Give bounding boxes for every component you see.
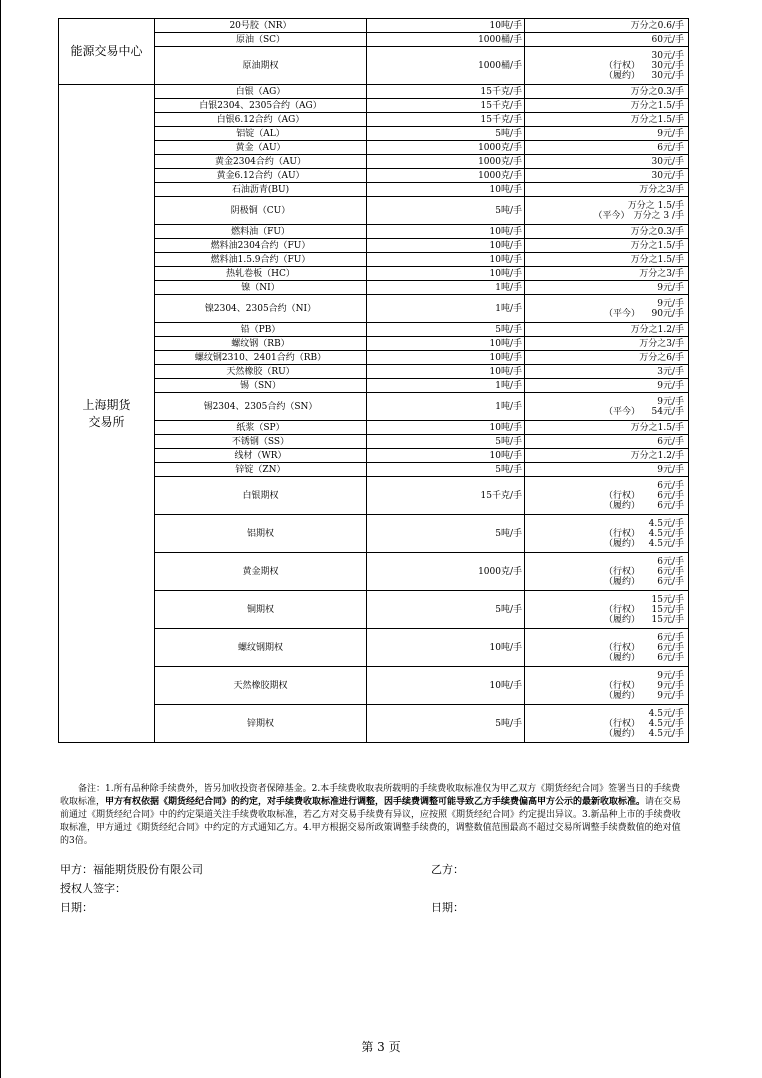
party-a-label: 甲方：福能期货股份有限公司 (60, 863, 203, 876)
contract-unit: 1000桶/手 (367, 33, 525, 47)
fee-cell (525, 267, 689, 281)
fee-amount: 54元/手 (651, 406, 684, 417)
contract-unit: 10吨/手 (367, 337, 525, 351)
fee-line (527, 643, 686, 653)
contract-unit: 10吨/手 (367, 225, 525, 239)
fee-amount: 万分之3/手 (639, 268, 684, 279)
exchange-name: 上海期货交易所 (59, 85, 155, 743)
fee-cell (525, 155, 689, 169)
fee-cell (525, 253, 689, 267)
fee-line (527, 35, 686, 45)
fee-tag: （平今） (593, 210, 630, 221)
fee-tag: （履约） (603, 728, 640, 739)
fee-amount: 6元/手 (657, 480, 684, 491)
fee-line (527, 539, 686, 549)
product-name: 螺纹钢（RB） (155, 337, 367, 351)
contract-unit: 10吨/手 (367, 19, 525, 33)
fee-cell (525, 99, 689, 113)
product-name: 热轧卷板（HC） (155, 267, 367, 281)
fee-cell (525, 295, 689, 323)
fee-amount: 9元/手 (657, 396, 684, 407)
fee-tag: （平今） (603, 406, 640, 417)
fee-line (527, 157, 686, 167)
fee-line (527, 681, 686, 691)
product-name: 线材（WR） (155, 449, 367, 463)
product-name: 镍2304、2305合约（NI） (155, 295, 367, 323)
fee-amount: 4.5元/手 (648, 518, 684, 529)
contract-unit: 10吨/手 (367, 449, 525, 463)
fee-line (527, 227, 686, 237)
fee-line (527, 211, 686, 221)
fee-tag: （履约） (603, 614, 640, 625)
fee-line (527, 605, 686, 615)
fee-line (527, 709, 686, 719)
fee-line (527, 397, 686, 407)
fee-line (527, 729, 686, 739)
fee-line (527, 283, 686, 293)
fee-amount: 3元/手 (657, 366, 684, 377)
fee-line (527, 115, 686, 125)
fee-line (527, 339, 686, 349)
fee-amount: 6元/手 (657, 500, 684, 511)
contract-unit: 10吨/手 (367, 253, 525, 267)
fee-amount: 9元/手 (657, 380, 684, 391)
fee-line (527, 529, 686, 539)
fee-amount: 4.5元/手 (648, 528, 684, 539)
fee-cell (525, 141, 689, 155)
fee-cell (525, 281, 689, 295)
fee-cell (525, 591, 689, 629)
fee-line (527, 367, 686, 377)
fee-amount: 万分之0.3/手 (630, 226, 684, 237)
contract-unit: 15千克/手 (367, 85, 525, 99)
fee-amount: 30元/手 (651, 60, 684, 71)
fee-line (527, 481, 686, 491)
page-number: 第 3 页 (361, 1040, 401, 1054)
fee-amount: 9元/手 (657, 282, 684, 293)
contract-unit: 10吨/手 (367, 365, 525, 379)
fee-amount: 6元/手 (657, 566, 684, 577)
fee-cell (525, 225, 689, 239)
product-name: 燃料油（FU） (155, 225, 367, 239)
fee-tag: （履约） (603, 652, 640, 663)
fee-line (527, 653, 686, 663)
fee-amount: 6元/手 (657, 436, 684, 447)
fee-line (527, 567, 686, 577)
fee-line (527, 255, 686, 265)
fee-line (527, 353, 686, 363)
fee-schedule-table (58, 18, 689, 743)
remarks-bold-text: 甲方有权依据《期货经纪合同》的约定，对手续费收取标准进行调整，因手续费调整可能导致乙方手续费偏高甲方公示的最新收取标准。 (105, 797, 646, 807)
fee-line (527, 21, 686, 31)
fee-amount: 万分之0.6/手 (630, 20, 684, 31)
fee-cell (525, 515, 689, 553)
fee-amount: 万分之1.5/手 (630, 240, 684, 251)
contract-unit: 15千克/手 (367, 477, 525, 515)
contract-unit: 10吨/手 (367, 667, 525, 705)
fee-line (527, 241, 686, 251)
contract-unit: 15千克/手 (367, 113, 525, 127)
fee-amount: 9元/手 (657, 670, 684, 681)
fee-line (527, 129, 686, 139)
product-name: 铝锭（AL） (155, 127, 367, 141)
fee-amount: 6元/手 (657, 632, 684, 643)
date-a-label: 日期： (60, 901, 93, 914)
product-name: 天然橡胶期权 (155, 667, 367, 705)
product-name: 燃料油2304合约（FU） (155, 239, 367, 253)
fee-line (527, 51, 686, 61)
fee-cell (525, 337, 689, 351)
contract-unit: 1吨/手 (367, 281, 525, 295)
fee-tag: （履约） (603, 70, 640, 81)
fee-cell (525, 239, 689, 253)
contract-unit: 1吨/手 (367, 393, 525, 421)
fee-amount: 9元/手 (657, 690, 684, 701)
contract-unit: 15千克/手 (367, 99, 525, 113)
fee-cell (525, 33, 689, 47)
fee-cell (525, 435, 689, 449)
fee-cell (525, 197, 689, 225)
fee-line (527, 309, 686, 319)
contract-unit: 5吨/手 (367, 127, 525, 141)
fee-cell (525, 127, 689, 141)
fee-cell (525, 365, 689, 379)
exchange-name: 能源交易中心 (59, 19, 155, 85)
fee-cell (525, 351, 689, 365)
product-name: 螺纹钢期权 (155, 629, 367, 667)
fee-amount: 15元/手 (651, 604, 684, 615)
remarks-text-1: 备注：1.所有品种除手续费外，皆另加收投资者保障基金。2.本手续费收取表所载明的手续费收取标准仅为甲乙双方《期货经纪合同》签署当日的手续费收取标准， (60, 784, 681, 807)
contract-unit: 10吨/手 (367, 351, 525, 365)
product-name: 锡（SN） (155, 379, 367, 393)
contract-unit: 5吨/手 (367, 323, 525, 337)
product-name: 白银（AG） (155, 85, 367, 99)
fee-line (527, 671, 686, 681)
fee-tag: （行权） (603, 528, 640, 539)
fee-tag: （履约） (603, 538, 640, 549)
fee-amount: 90元/手 (651, 308, 684, 319)
product-name: 黄金2304合约（AU） (155, 155, 367, 169)
product-name: 纸浆（SP） (155, 421, 367, 435)
fee-line (527, 61, 686, 71)
fee-amount: 4.5元/手 (648, 708, 684, 719)
fee-tag: （履约） (603, 576, 640, 587)
contract-unit: 5吨/手 (367, 197, 525, 225)
fee-amount: 6元/手 (657, 556, 684, 567)
contract-unit: 10吨/手 (367, 267, 525, 281)
fee-line (527, 501, 686, 511)
contract-unit: 5吨/手 (367, 435, 525, 449)
product-name: 天然橡胶（RU） (155, 365, 367, 379)
fee-amount: 30元/手 (651, 50, 684, 61)
contract-unit: 1000克/手 (367, 141, 525, 155)
remarks-paragraph (60, 783, 688, 848)
fee-amount: 6元/手 (657, 142, 684, 153)
fee-cell (525, 449, 689, 463)
contract-unit: 1000克/手 (367, 155, 525, 169)
fee-line (527, 381, 686, 391)
fee-amount: 6元/手 (657, 490, 684, 501)
fee-amount: 15元/手 (651, 594, 684, 605)
fee-cell (525, 705, 689, 743)
remarks-text-2: 请在交易前通过《期货经纪合同》中的约定渠道关注手续费收取标准，若乙方对交易手续费有异议，应按照《期货经纪合同》约定提出异议。3.新品种上市的手续费收取标准，甲方通过《期货经纪合同》中约定的方式通知乙方。4.甲方根据交易所政策调整手续费的，调整数值范围最高不超过交易所调整手续费数值的绝对值的3倍。 (60, 797, 682, 846)
fee-tag: （行权） (603, 680, 640, 691)
fee-amount: 万分之1.5/手 (630, 422, 684, 433)
fee-amount: 9元/手 (657, 464, 684, 475)
page-left-border (0, 0, 1, 1078)
product-name: 白银期权 (155, 477, 367, 515)
fee-cell (525, 629, 689, 667)
contract-unit: 5吨/手 (367, 515, 525, 553)
fee-amount: 6元/手 (657, 576, 684, 587)
fee-line (527, 423, 686, 433)
fee-cell (525, 379, 689, 393)
fee-cell (525, 667, 689, 705)
fee-cell (525, 47, 689, 85)
fee-line (527, 299, 686, 309)
product-name: 燃料油1.5.9合约（FU） (155, 253, 367, 267)
fee-amount: 15元/手 (651, 614, 684, 625)
fee-line (527, 595, 686, 605)
fee-amount: 4.5元/手 (648, 728, 684, 739)
contract-unit: 10吨/手 (367, 183, 525, 197)
product-name: 铜期权 (155, 591, 367, 629)
fee-line (527, 465, 686, 475)
fee-amount: 万分之1.2/手 (630, 450, 684, 461)
product-name: 锡2304、2305合约（SN） (155, 393, 367, 421)
fee-tag: （行权） (603, 490, 640, 501)
fee-amount: 4.5元/手 (648, 538, 684, 549)
fee-line (527, 437, 686, 447)
product-name: 黄金6.12合约（AU） (155, 169, 367, 183)
fee-amount: 万分之 3 /手 (633, 210, 684, 221)
product-name: 黄金期权 (155, 553, 367, 591)
fee-line (527, 719, 686, 729)
product-name: 锌期权 (155, 705, 367, 743)
fee-tag: （履约） (603, 500, 640, 511)
fee-line (527, 519, 686, 529)
fee-tag: （行权） (603, 718, 640, 729)
fee-row (59, 85, 689, 99)
fee-line (527, 577, 686, 587)
contract-unit: 5吨/手 (367, 705, 525, 743)
fee-cell (525, 169, 689, 183)
date-b-label: 日期： (431, 901, 464, 914)
contract-unit: 5吨/手 (367, 463, 525, 477)
fee-line (527, 557, 686, 567)
fee-line (527, 201, 686, 211)
fee-amount: 万分之1.5/手 (630, 100, 684, 111)
fee-amount: 万分之0.3/手 (630, 86, 684, 97)
product-name: 锌锭（ZN） (155, 463, 367, 477)
fee-amount: 60元/手 (651, 34, 684, 45)
fee-cell (525, 463, 689, 477)
fee-cell (525, 393, 689, 421)
product-name: 阴极铜（CU） (155, 197, 367, 225)
fee-line (527, 101, 686, 111)
fee-tag: （行权） (603, 604, 640, 615)
fee-amount: 6元/手 (657, 652, 684, 663)
contract-unit: 1000桶/手 (367, 47, 525, 85)
fee-tag: （平今） (603, 308, 640, 319)
product-name: 白银2304、2305合约（AG） (155, 99, 367, 113)
authorized-signature-label: 授权人签字： (60, 882, 126, 895)
contract-unit: 1000克/手 (367, 553, 525, 591)
fee-amount: 9元/手 (657, 298, 684, 309)
product-name: 不锈钢（SS） (155, 435, 367, 449)
contract-unit: 1吨/手 (367, 295, 525, 323)
fee-cell (525, 421, 689, 435)
fee-tag: （行权） (603, 642, 640, 653)
fee-tag: （行权） (603, 566, 640, 577)
fee-line (527, 633, 686, 643)
fee-cell (525, 19, 689, 33)
product-name: 螺纹钢2310、2401合约（RB） (155, 351, 367, 365)
fee-line (527, 615, 686, 625)
fee-line (527, 71, 686, 81)
fee-tag: （行权） (603, 60, 640, 71)
fee-line (527, 325, 686, 335)
contract-unit: 5吨/手 (367, 591, 525, 629)
fee-cell (525, 323, 689, 337)
fee-amount: 30元/手 (651, 156, 684, 167)
fee-line (527, 185, 686, 195)
product-name: 白银6.12合约（AG） (155, 113, 367, 127)
fee-tag: （履约） (603, 690, 640, 701)
fee-amount: 4.5元/手 (648, 718, 684, 729)
fee-amount: 万分之 1.5/手 (627, 200, 684, 211)
product-name: 原油期权 (155, 47, 367, 85)
product-name: 原油（SC） (155, 33, 367, 47)
fee-line (527, 171, 686, 181)
fee-amount: 万分之1.5/手 (630, 254, 684, 265)
product-name: 镍（NI） (155, 281, 367, 295)
product-name: 20号胶（NR） (155, 19, 367, 33)
fee-line (527, 491, 686, 501)
fee-cell (525, 183, 689, 197)
product-name: 石油沥青(BU) (155, 183, 367, 197)
contract-unit: 10吨/手 (367, 239, 525, 253)
fee-amount: 9元/手 (657, 680, 684, 691)
fee-amount: 万分之1.2/手 (630, 324, 684, 335)
fee-amount: 万分之1.5/手 (630, 114, 684, 125)
product-name: 铅（PB） (155, 323, 367, 337)
fee-amount: 万分之6/手 (639, 352, 684, 363)
contract-unit: 1000克/手 (367, 169, 525, 183)
fee-amount: 万分之3/手 (639, 338, 684, 349)
fee-line (527, 407, 686, 417)
fee-line (527, 87, 686, 97)
fee-line (527, 143, 686, 153)
fee-amount: 9元/手 (657, 128, 684, 139)
party-b-label: 乙方： (431, 863, 464, 876)
contract-unit: 10吨/手 (367, 629, 525, 667)
fee-row (59, 19, 689, 33)
fee-amount: 万分之3/手 (639, 184, 684, 195)
fee-cell (525, 553, 689, 591)
fee-cell (525, 113, 689, 127)
fee-line (527, 269, 686, 279)
contract-unit: 1吨/手 (367, 379, 525, 393)
fee-amount: 6元/手 (657, 642, 684, 653)
fee-amount: 30元/手 (651, 70, 684, 81)
contract-unit: 10吨/手 (367, 421, 525, 435)
product-name: 铝期权 (155, 515, 367, 553)
fee-line (527, 691, 686, 701)
fee-line (527, 451, 686, 461)
fee-cell (525, 477, 689, 515)
product-name: 黄金（AU） (155, 141, 367, 155)
fee-cell (525, 85, 689, 99)
fee-amount: 30元/手 (651, 170, 684, 181)
